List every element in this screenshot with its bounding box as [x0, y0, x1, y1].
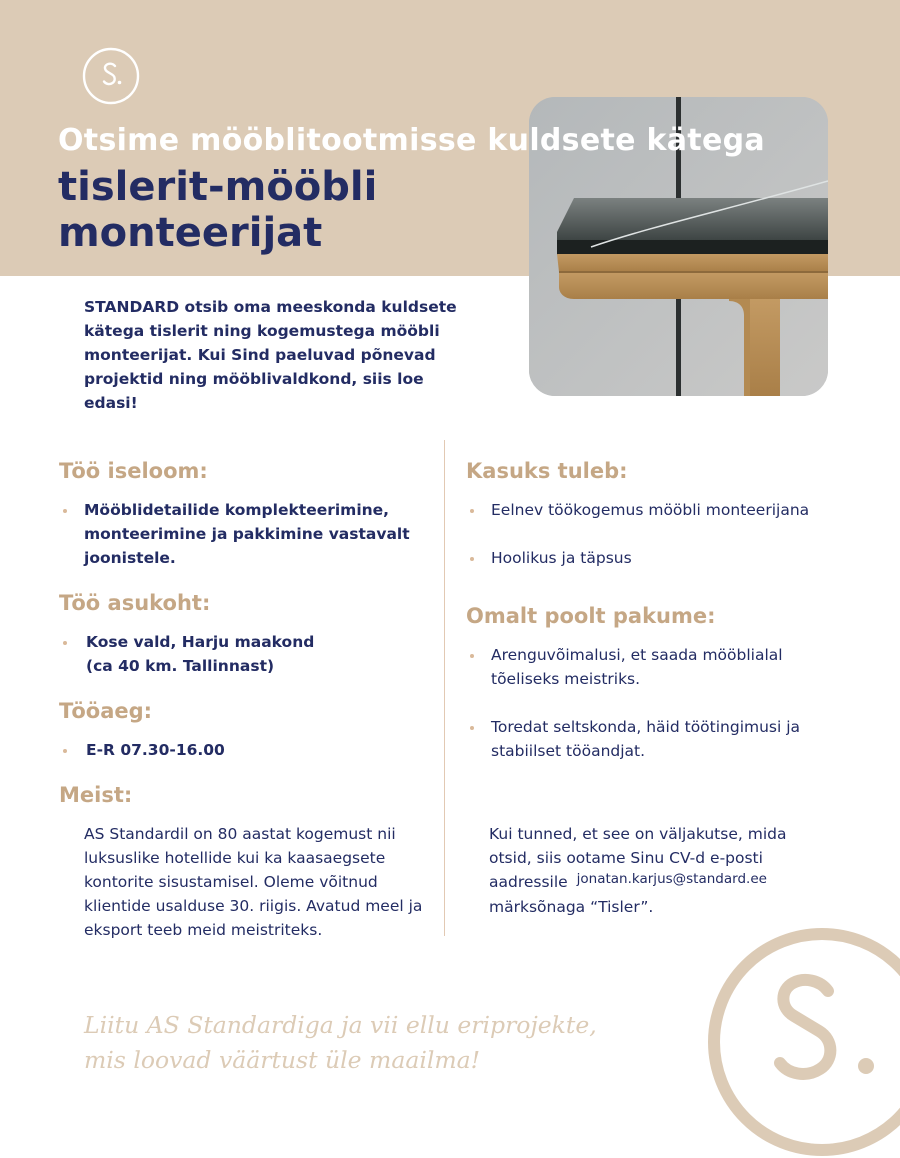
list-pakume: [466, 643, 836, 763]
heading-tooaeg: Tööaeg:: [59, 699, 153, 723]
hero-subtitle: Otsime mööblitootmisse kuldsete kätega: [58, 123, 765, 158]
intro-paragraph: STANDARD otsib oma meeskonda kuldsete kätega tislerit ning kogemustega mööbli monteerijat. Kui Sind paeluvad põnevad projektid ning mööblivaldkond, siis loe edasi!: [84, 298, 457, 412]
list-item: [59, 738, 429, 762]
contact-text: Kui tunned, et see on väljakutse, mida otsid, siis ootame Sinu CV-d e-posti aadressile: [489, 825, 787, 891]
bullet-icon: [470, 557, 474, 561]
heading-meist: Meist:: [59, 783, 133, 807]
tagline-line1: Liitu AS Standardiga ja vii ellu eriprojekte,: [84, 1011, 597, 1039]
contact-paragraph: [489, 822, 819, 919]
list-item: [466, 715, 836, 763]
list-item-text: E-R 07.30-16.00: [86, 741, 225, 759]
heading-kasuks-tuleb: Kasuks tuleb:: [466, 459, 628, 483]
bullet-icon: [63, 641, 67, 645]
list-item: [466, 498, 866, 522]
list-tooaeg: [59, 738, 429, 762]
list-too-iseloom: [59, 498, 429, 570]
list-item: [466, 643, 836, 691]
meist-paragraph: AS Standardil on 80 aastat kogemust nii luksuslike hotellide kui ka kaasaegsete kontorite sisustamisel. Oleme võitnud klientide usalduse 30. riigis. Avatud meel ja eksport teeb meid meistriteks.: [84, 825, 423, 939]
list-kasuks-tuleb: [466, 498, 866, 570]
list-item-text: Arenguvõimalusi, et saada mööblialal tõeliseks meistriks.: [491, 646, 783, 688]
heading-pakume: Omalt poolt pakume:: [466, 604, 716, 628]
hero-title-line1: tislerit-mööbli: [58, 164, 378, 210]
tagline: [84, 1008, 644, 1078]
list-item-text: Hoolikus ja täpsus: [491, 549, 632, 567]
list-item: [466, 546, 866, 570]
standard-logo-large-icon: [706, 926, 900, 1158]
column-divider: [444, 440, 445, 936]
list-item-text: Kose vald, Harju maakond: [86, 633, 315, 651]
contact-keyword: märksõnaga “Tisler”.: [489, 898, 654, 916]
hero-title: [58, 164, 518, 256]
list-item-text: Toredat seltskonda, häid töötingimusi ja stabiilset tööandjat.: [491, 718, 801, 760]
bullet-icon: [470, 509, 474, 513]
list-item-text: Eelnev töökogemus mööbli monteerijana: [491, 501, 810, 519]
bullet-icon: [63, 509, 67, 513]
heading-too-asukoht: Töö asukoht:: [59, 591, 211, 615]
heading-too-iseloom: Töö iseloom:: [59, 459, 208, 483]
list-item: [59, 498, 429, 570]
list-item-text: Mööblidetailide komplekteerimine, monteerimine ja pakkimine vastavalt joonistele.: [84, 501, 410, 567]
list-item-text-line2: (ca 40 km. Tallinnast): [86, 657, 275, 675]
standard-logo-icon: [82, 47, 140, 105]
tagline-line2: mis loovad väärtust üle maailma!: [84, 1046, 481, 1074]
hero-title-line2: monteerijat: [58, 210, 323, 256]
bullet-icon: [470, 654, 474, 658]
list-too-asukoht: [59, 630, 429, 678]
bullet-icon: [470, 726, 474, 730]
email-link[interactable]: jonatan.karjus@standard.ee: [576, 871, 767, 887]
list-item: [59, 630, 429, 678]
bullet-icon: [63, 749, 67, 753]
